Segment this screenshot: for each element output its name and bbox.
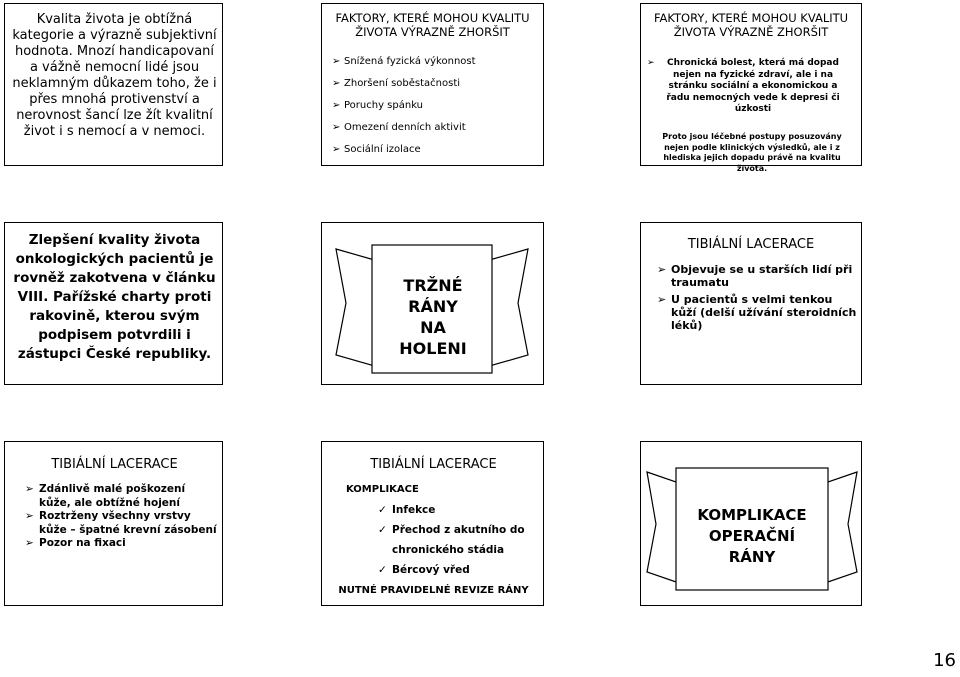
list-item: ➢ Omezení denních aktivit <box>332 122 466 133</box>
check-icon: ✓ <box>378 524 387 536</box>
slide-1 <box>4 3 223 166</box>
arrow-bullet-icon: ➢ <box>25 537 34 549</box>
slide-6 <box>640 222 862 385</box>
slide-2-list <box>332 56 542 166</box>
list-item: ➢ Poruchy spánku <box>332 100 424 111</box>
list-item: ➢ U pacientů s velmi tenkou kůží (delší užívání steroidních léků) <box>657 293 857 332</box>
page-number: 16 <box>933 650 956 671</box>
slide-2 <box>321 3 544 166</box>
slide-1-text: Kvalita života je obtížná kategorie a výrazně subjektivní hodnota. Mnozí handicapovaní a vážně nemocní lidé jsou neklamným důkazem toho, že i přes mnohá protivenství a nerovnost šancí lze žít kvalitní život i s nemocí a v nemoci. <box>12 12 217 139</box>
slide-6-list <box>657 263 857 332</box>
check-icon: ✓ <box>378 564 387 576</box>
list-item: ✓ Bércový vřed <box>378 564 470 576</box>
slide-8 <box>321 441 544 606</box>
slide-4-text: Zlepšení kvality života onkologických pacientů je rovněž zakotvena v článku VIII. Pařížské charty proti rakovině, kterou svým podpisem potvrdili i zástupci České republiky. <box>13 232 216 362</box>
list-item: chronického stádia <box>392 544 505 556</box>
slide-8-subtitle: KOMPLIKACE <box>346 484 419 495</box>
list-item: ➢ Sociální izolace <box>332 144 421 155</box>
slide-8-title: TIBIÁLNÍ LACERACE <box>370 457 497 472</box>
arrow-bullet-icon: ➢ <box>657 263 667 276</box>
slide-2-title: FAKTORY, KTERÉ MOHOU KVALITU ŽIVOTA VÝRAZNĚ ZHORŠIT <box>335 11 530 39</box>
slide-3 <box>640 3 862 173</box>
arrow-bullet-icon: ➢ <box>332 122 341 133</box>
check-icon: ✓ <box>378 504 387 516</box>
slide-9-title: KOMPLIKACE OPERAČNÍ RÁNY <box>697 506 807 566</box>
slide-9 <box>640 441 862 606</box>
arrow-bullet-icon: ➢ <box>657 293 667 306</box>
slide-5 <box>321 222 544 385</box>
slide-3-item: ➢ Chronická bolest, která má dopad nejen na fyzické zdraví, ale i na stránku sociální a ekonomickou a řadu nemocných vede k depresi či úzkosti <box>647 58 840 114</box>
arrow-bullet-icon: ➢ <box>647 58 655 68</box>
list-item: ✓ Infekce <box>378 504 436 516</box>
arrow-bullet-icon: ➢ <box>25 510 34 522</box>
list-item: ➢ Objevuje se u starších lidí při traumatu <box>657 263 853 289</box>
list-item: ➢ Pozor na fixaci <box>25 537 126 549</box>
slide-3-note: Proto jsou léčebné postupy posuzovány nejen podle klinických výsledků, ale i z hlediska jejich dopadu právě na kvalitu života. <box>662 132 842 173</box>
arrow-bullet-icon: ➢ <box>332 78 341 89</box>
slide-4 <box>4 222 223 385</box>
slide-7-list <box>25 483 217 551</box>
arrow-bullet-icon: ➢ <box>25 483 34 495</box>
slide-7-title: TIBIÁLNÍ LACERACE <box>51 457 178 472</box>
slide-8-list <box>378 504 538 584</box>
arrow-bullet-icon: ➢ <box>332 56 341 67</box>
arrow-bullet-icon: ➢ <box>332 100 341 111</box>
slide-8-footer: NUTNÉ PRAVIDELNÉ REVIZE RÁNY <box>338 585 529 596</box>
slide-5-title: TRŽNÉ RÁNY NA HOLENI <box>399 276 467 358</box>
list-item: ➢ Zhoršení soběstačnosti <box>332 78 461 89</box>
slide-7 <box>4 441 223 606</box>
list-item: ➢ Snížená fyzická výkonnost <box>332 56 476 67</box>
list-item: ➢ Zdánlivě malé poškození kůže, ale obtížné hojení <box>25 483 186 509</box>
list-item: ➢ Roztrženy všechny vrstvy kůže – špatné krevní zásobení <box>25 510 217 536</box>
slide-6-title: TIBIÁLNÍ LACERACE <box>687 237 815 252</box>
list-item: ✓ Přechod z akutního do <box>378 524 525 536</box>
slide-3-title: FAKTORY, KTERÉ MOHOU KVALITU ŽIVOTA VÝRAZNĚ ZHORŠIT <box>653 11 849 39</box>
arrow-bullet-icon: ➢ <box>332 144 341 155</box>
